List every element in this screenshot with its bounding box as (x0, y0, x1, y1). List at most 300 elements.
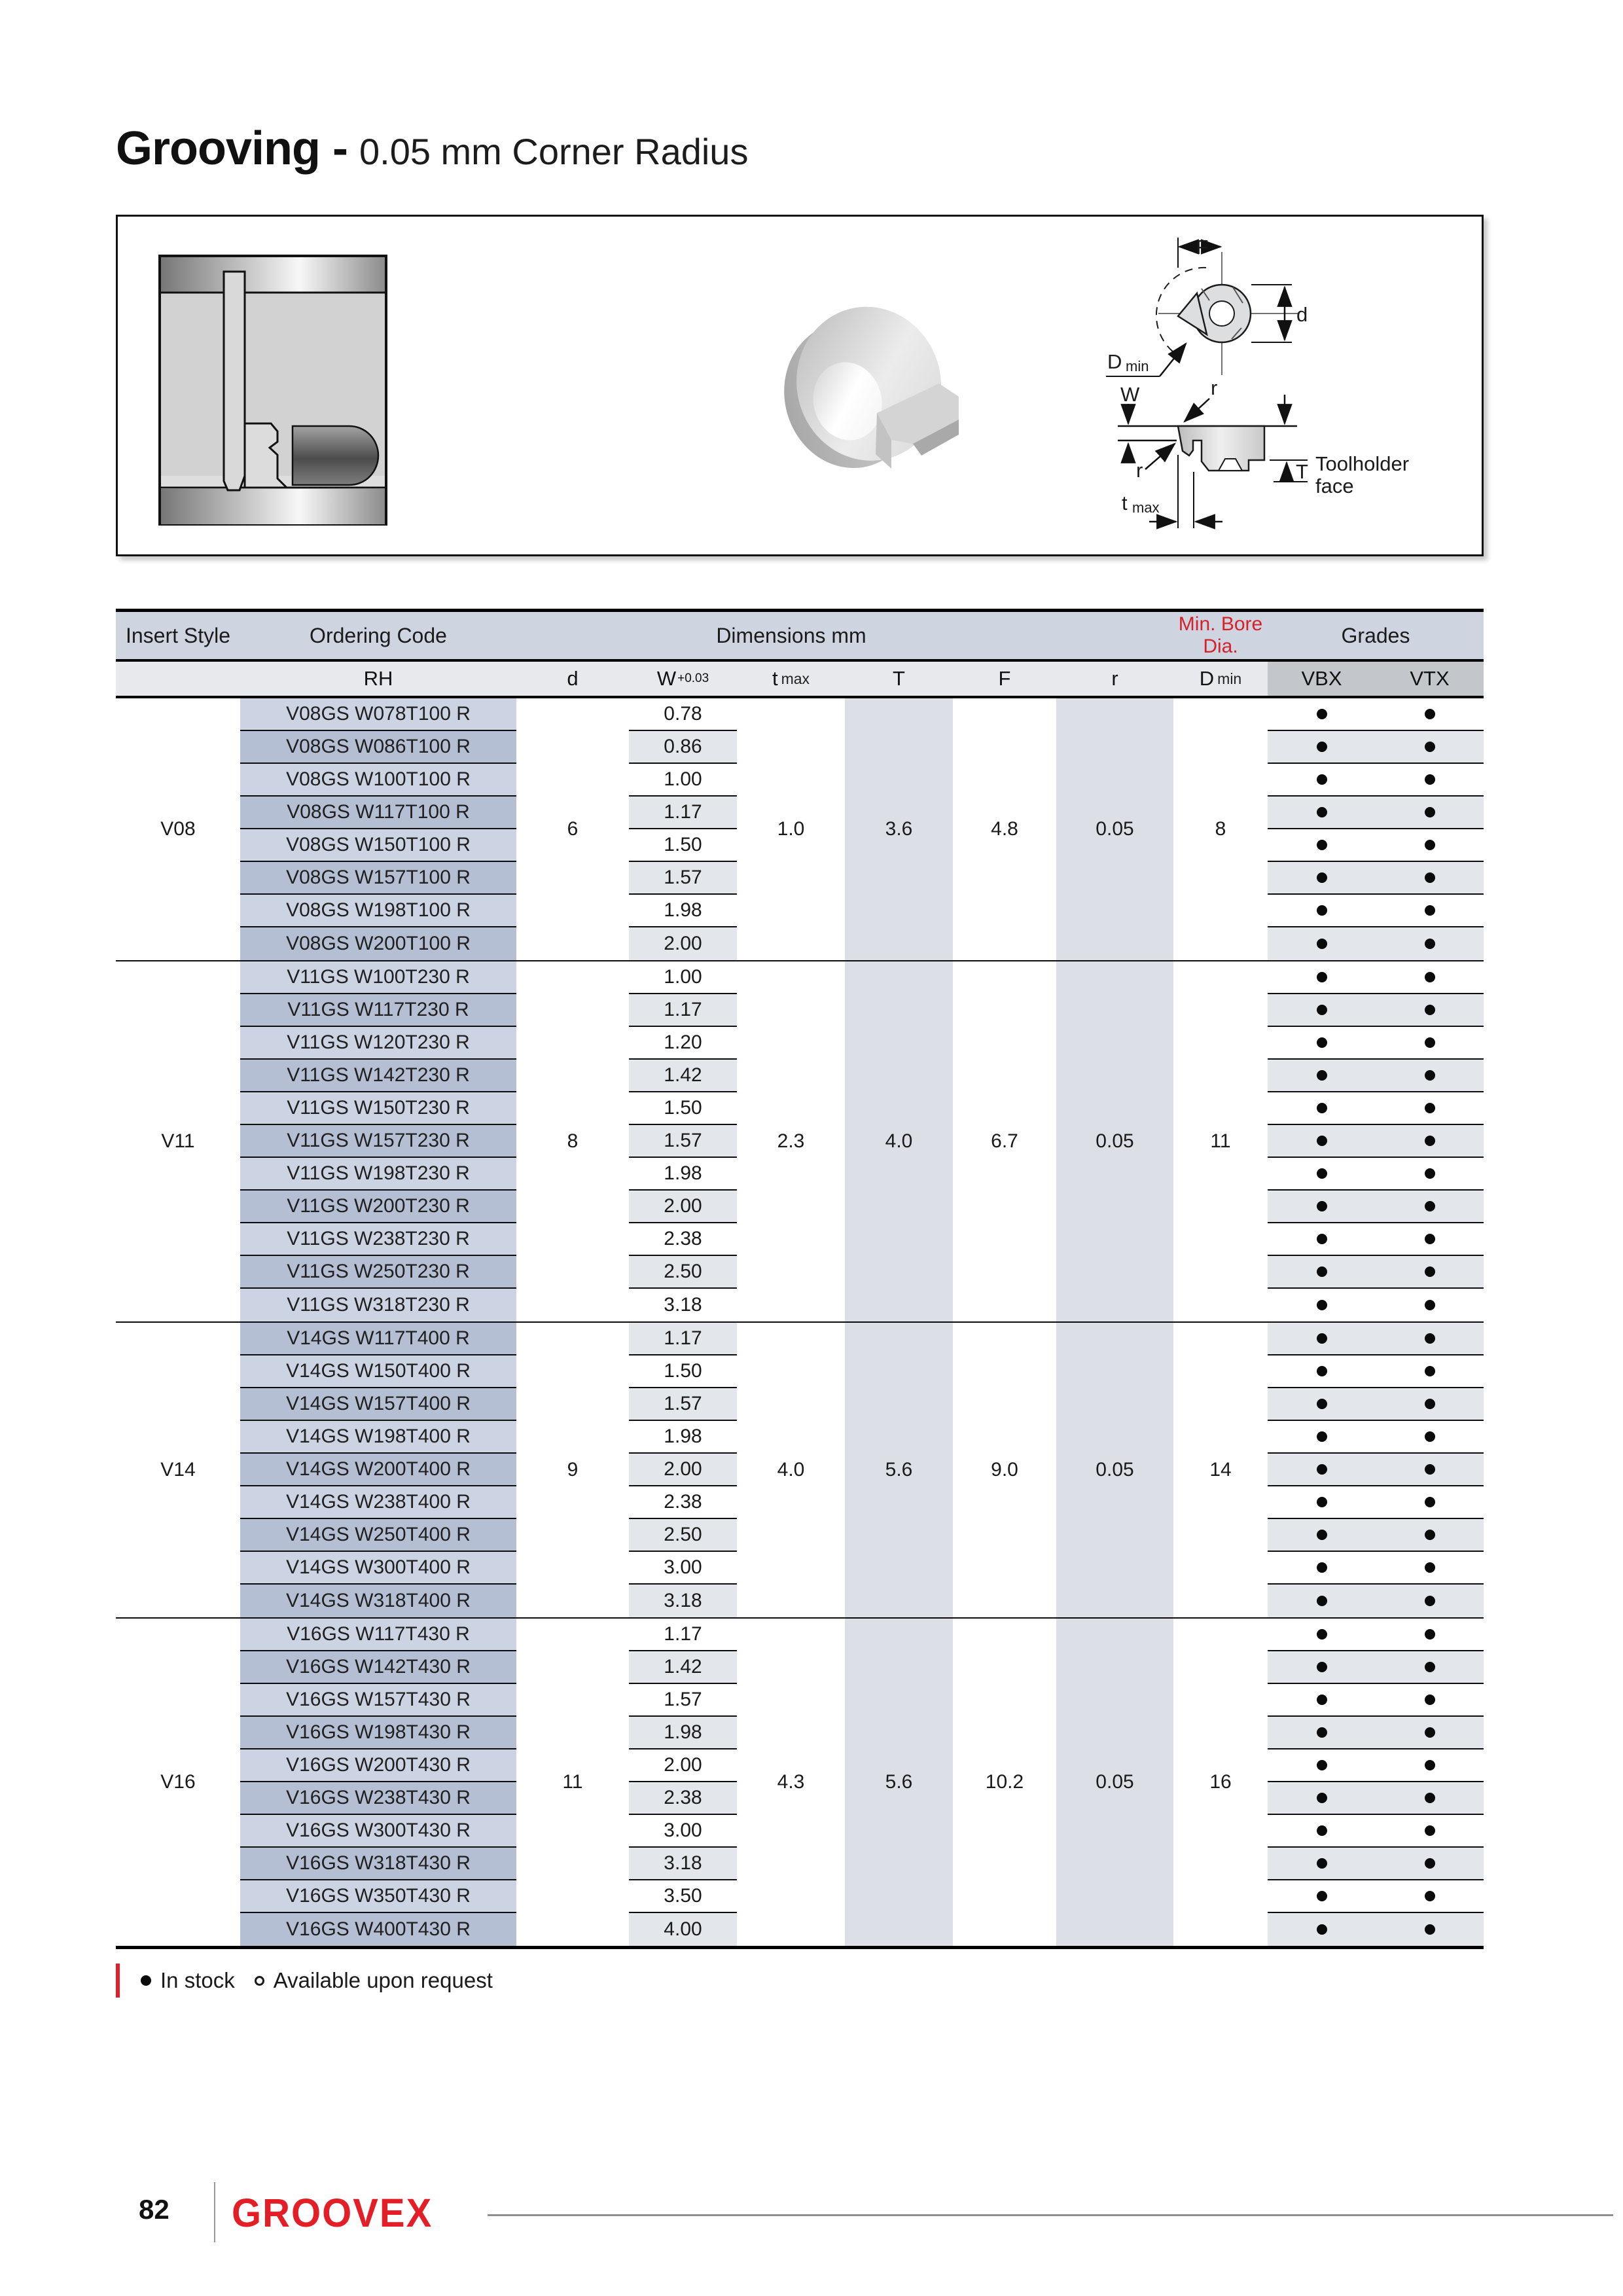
ordering-code-cell: V16GS W117T430 R (240, 1619, 516, 1651)
toolholder-label-line1: Toolholder (1315, 452, 1410, 475)
ordering-code-cell: V11GS W120T230 R (240, 1027, 516, 1060)
table-header-row1 (116, 612, 1484, 662)
grade-dot-icon (1425, 1234, 1435, 1244)
grade-dot-icon (1425, 1333, 1435, 1344)
grades-row (1268, 731, 1484, 764)
vbx-grade-cell (1268, 1486, 1376, 1518)
header-blank (116, 662, 240, 696)
dim-d-cell: 6 (567, 818, 579, 840)
vtx-grade-cell (1376, 731, 1484, 762)
grade-dot-icon (1425, 1431, 1435, 1442)
workpiece-top-band (161, 257, 385, 293)
w-value-cell: 1.98 (629, 1421, 737, 1454)
dim-tmax-cell: 4.0 (777, 1459, 805, 1480)
insert-3d-figure (772, 279, 969, 501)
dim-T-cell: 3.6 (845, 698, 953, 960)
vbx-grade-cell (1268, 1421, 1376, 1452)
header-min-bore-line2: Dia. (1203, 636, 1238, 657)
ordering-code-cell: V16GS W350T430 R (240, 1880, 516, 1913)
w-value-cell: 0.78 (629, 698, 737, 731)
w-value-cell: 2.50 (629, 1519, 737, 1552)
ordering-code-cell: V16GS W300T430 R (240, 1815, 516, 1848)
header-dmin-sub: min (1217, 670, 1242, 687)
dim-F-cell: 6.7 (991, 1130, 1018, 1152)
header-insert-style: Insert Style (125, 623, 231, 647)
grades-row (1268, 1519, 1484, 1552)
grades-row (1268, 1421, 1484, 1454)
ordering-code-cell: V08GS W117T100 R (240, 797, 516, 829)
grades-row (1268, 1651, 1484, 1684)
w-value-cell: 2.38 (629, 1223, 737, 1256)
w-value-cell: 1.57 (629, 862, 737, 895)
vtx-grade-cell (1376, 1552, 1484, 1583)
w-value-cell: 4.00 (629, 1913, 737, 1946)
grade-dot-icon (1425, 1366, 1435, 1376)
grade-dot-icon (1317, 1070, 1327, 1081)
ordering-code-cell: V11GS W100T230 R (240, 961, 516, 994)
ordering-code-cell: V16GS W142T430 R (240, 1651, 516, 1684)
grade-dot-icon (1425, 1760, 1435, 1770)
dim-tmax-cell: 1.0 (777, 818, 805, 840)
grades-row (1268, 1880, 1484, 1913)
vbx-grade-cell (1268, 1782, 1376, 1814)
vbx-grade-cell (1268, 1092, 1376, 1124)
grades-row (1268, 1092, 1484, 1125)
w-value-cell: 1.17 (629, 994, 737, 1027)
dim-F-cell: 10.2 (985, 1771, 1024, 1793)
ordering-code-cell: V14GS W150T400 R (240, 1355, 516, 1388)
grades-row (1268, 1323, 1484, 1355)
w-value-cell: 1.50 (629, 1355, 737, 1388)
vtx-grade-cell (1376, 1651, 1484, 1683)
grade-dot-icon (1317, 1201, 1327, 1211)
grade-dot-icon (1317, 1431, 1327, 1442)
ordering-code-cell: V11GS W150T230 R (240, 1092, 516, 1125)
ordering-code-cell: V16GS W238T430 R (240, 1782, 516, 1815)
vtx-grade-cell (1376, 1585, 1484, 1617)
grade-dot-icon (1425, 742, 1435, 752)
header-ordering-code: Ordering Code (310, 623, 447, 647)
grades-row (1268, 1027, 1484, 1060)
dim-dmin-cell: 14 (1209, 1459, 1232, 1480)
grades-row (1268, 1619, 1484, 1651)
vtx-grade-cell (1376, 994, 1484, 1026)
w-value-cell: 1.17 (629, 797, 737, 829)
grade-dot-icon (1425, 1300, 1435, 1310)
grades-row (1268, 961, 1484, 994)
grade-dot-icon (1425, 1695, 1435, 1705)
grooving-table (116, 609, 1484, 1949)
grades-row (1268, 994, 1484, 1027)
ordering-code-cell: V11GS W142T230 R (240, 1060, 516, 1092)
dim-d-cell: 9 (567, 1459, 579, 1480)
ordering-code-cell: V16GS W198T430 R (240, 1717, 516, 1749)
grade-dot-icon (1317, 1333, 1327, 1344)
vtx-grade-cell (1376, 961, 1484, 993)
dim-Dmin-label: D (1107, 350, 1122, 373)
grade-dot-icon (1317, 1168, 1327, 1179)
dim-W-label: W (1120, 383, 1140, 406)
vtx-grade-cell (1376, 1158, 1484, 1189)
w-value-cell: 1.50 (629, 1092, 737, 1125)
header-dimensions: Dimensions mm (716, 623, 866, 647)
grade-dot-icon (1317, 840, 1327, 850)
grade-dot-icon (1317, 774, 1327, 785)
w-value-cell: 3.18 (629, 1289, 737, 1321)
vbx-grade-cell (1268, 1717, 1376, 1748)
grades-row (1268, 1388, 1484, 1421)
page-number: 82 (139, 2194, 169, 2225)
insert-body (772, 291, 958, 482)
vtx-grade-cell (1376, 1388, 1484, 1420)
grades-row (1268, 698, 1484, 731)
w-value-cell: 1.57 (629, 1388, 737, 1421)
ordering-code-cell: V08GS W157T100 R (240, 862, 516, 895)
ordering-code-cell: V11GS W200T230 R (240, 1191, 516, 1223)
header-w-tolerance: +0.03 (677, 672, 709, 685)
grades-row (1268, 1486, 1484, 1519)
grade-dot-icon (1317, 1858, 1327, 1869)
insert-style-cell: V14 (160, 1459, 196, 1480)
vbx-grade-cell (1268, 1519, 1376, 1551)
vtx-grade-cell (1376, 829, 1484, 861)
header-T: T (893, 667, 905, 690)
vbx-grade-cell (1268, 1880, 1376, 1912)
dim-r1-label: r (1211, 376, 1218, 399)
grade-dot-icon (1317, 1136, 1327, 1146)
vtx-grade-cell (1376, 927, 1484, 960)
table-body (116, 698, 1484, 1949)
grade-dot-icon (1425, 1103, 1435, 1113)
ordering-code-cell: V16GS W318T430 R (240, 1848, 516, 1880)
ordering-code-cell: V14GS W300T400 R (240, 1552, 516, 1585)
vbx-grade-cell (1268, 961, 1376, 993)
grades-row (1268, 1913, 1484, 1946)
w-value-cell: 1.17 (629, 1619, 737, 1651)
w-value-cell: 2.00 (629, 1749, 737, 1782)
w-value-cell: 3.18 (629, 1848, 737, 1880)
vtx-grade-cell (1376, 1289, 1484, 1321)
vbx-grade-cell (1268, 797, 1376, 828)
header-r: r (1111, 667, 1118, 690)
w-value-cell: 2.00 (629, 1454, 737, 1486)
vbx-grade-cell (1268, 1684, 1376, 1715)
w-value-cell: 2.50 (629, 1256, 737, 1289)
vbx-grade-cell (1268, 1125, 1376, 1157)
header-d: d (567, 667, 579, 690)
vbx-grade-cell (1268, 1223, 1376, 1255)
table-group (116, 1619, 1484, 1946)
workpiece-bottom-band (161, 489, 385, 524)
vtx-grade-cell (1376, 1256, 1484, 1287)
grades-row (1268, 1223, 1484, 1256)
w-value-cell: 1.42 (629, 1651, 737, 1684)
table-header-row2 (116, 662, 1484, 698)
w-value-cell: 2.00 (629, 1191, 737, 1223)
grade-dot-icon (1425, 1858, 1435, 1869)
w-value-cell: 1.50 (629, 829, 737, 862)
ordering-code-cell: V08GS W078T100 R (240, 698, 516, 731)
page-title-main: Grooving - (116, 122, 348, 175)
vtx-grade-cell (1376, 1223, 1484, 1255)
w-value-cell: 1.42 (629, 1060, 737, 1092)
grade-dot-icon (1317, 1596, 1327, 1606)
ordering-code-cell: V11GS W198T230 R (240, 1158, 516, 1191)
grade-dot-icon (1425, 1399, 1435, 1409)
toolholder-label-line2: face (1315, 475, 1354, 497)
available-dot-icon (255, 1976, 264, 1986)
dim-T-cell: 4.0 (845, 961, 953, 1321)
dim-F-cell: 9.0 (991, 1459, 1018, 1480)
w-value-cell: 3.50 (629, 1880, 737, 1913)
grade-dot-icon (1317, 872, 1327, 883)
grade-dot-icon (1317, 1793, 1327, 1803)
vtx-grade-cell (1376, 1355, 1484, 1387)
grades-row (1268, 1158, 1484, 1191)
dim-r-cell: 0.05 (1056, 1323, 1173, 1617)
header-w-main: W (656, 667, 677, 690)
header-F: F (998, 667, 1011, 690)
vbx-grade-cell (1268, 1289, 1376, 1321)
w-value-cell: 3.18 (629, 1585, 737, 1617)
cross-section-figure (158, 255, 387, 527)
dim-d-cell: 8 (567, 1130, 579, 1152)
dim-d-label: d (1296, 303, 1308, 326)
w-value-cell: 1.98 (629, 1717, 737, 1749)
grade-dot-icon (1425, 1596, 1435, 1606)
vbx-grade-cell (1268, 698, 1376, 730)
dim-tmax-sub: max (1132, 499, 1160, 516)
w-value-cell: 1.20 (629, 1027, 737, 1060)
dim-tmax-cell: 4.3 (777, 1771, 805, 1793)
grade-dot-icon (1317, 1037, 1327, 1048)
vbx-grade-cell (1268, 1913, 1376, 1946)
vbx-grade-cell (1268, 862, 1376, 893)
grades-row (1268, 1684, 1484, 1717)
ordering-code-cell: V08GS W198T100 R (240, 895, 516, 927)
dim-tmax-label: t (1122, 492, 1128, 514)
vbx-grade-cell (1268, 1256, 1376, 1287)
grade-dot-icon (1317, 742, 1327, 752)
grades-row (1268, 927, 1484, 960)
vbx-grade-cell (1268, 1191, 1376, 1222)
w-value-cell: 2.38 (629, 1782, 737, 1815)
ordering-code-cell: V11GS W117T230 R (240, 994, 516, 1027)
vbx-grade-cell (1268, 1323, 1376, 1354)
grade-dot-icon (1425, 1562, 1435, 1573)
header-tmax-main: t (772, 667, 778, 690)
grade-dot-icon (1425, 1201, 1435, 1211)
grade-dot-icon (1425, 709, 1435, 719)
vtx-grade-cell (1376, 764, 1484, 795)
grade-dot-icon (1317, 709, 1327, 719)
grade-dot-icon (1425, 1497, 1435, 1507)
grade-dot-icon (1425, 840, 1435, 850)
grades-row (1268, 1717, 1484, 1749)
insert-style-cell: V16 (160, 1771, 196, 1793)
vtx-grade-cell (1376, 1454, 1484, 1485)
ordering-code-cell: V14GS W198T400 R (240, 1421, 516, 1454)
vtx-grade-cell (1376, 1191, 1484, 1222)
grade-dot-icon (1317, 1629, 1327, 1640)
grades-row (1268, 862, 1484, 895)
grade-dot-icon (1425, 1168, 1435, 1179)
grade-dot-icon (1317, 1695, 1327, 1705)
ordering-code-cell: V16GS W157T430 R (240, 1684, 516, 1717)
grade-dot-icon (1425, 1266, 1435, 1277)
grades-row (1268, 1125, 1484, 1158)
vtx-grade-cell (1376, 1060, 1484, 1091)
ordering-code-cell: V11GS W318T230 R (240, 1289, 516, 1321)
dim-dmin-cell: 8 (1215, 818, 1226, 840)
grade-dot-icon (1317, 1891, 1327, 1901)
vbx-grade-cell (1268, 1585, 1376, 1617)
insert-style-cell: V11 (161, 1130, 195, 1152)
header-min-bore-line1: Min. Bore (1178, 613, 1263, 636)
w-value-cell: 1.00 (629, 961, 737, 994)
grade-dot-icon (1317, 1825, 1327, 1836)
header-rh: RH (363, 667, 393, 690)
w-value-cell: 3.00 (629, 1815, 737, 1848)
vtx-grade-cell (1376, 1815, 1484, 1846)
ordering-code-cell: V14GS W250T400 R (240, 1519, 516, 1552)
grade-dot-icon (1317, 1562, 1327, 1573)
grade-dot-icon (1317, 939, 1327, 949)
w-value-cell: 1.57 (629, 1684, 737, 1717)
grade-dot-icon (1317, 1005, 1327, 1015)
grade-dot-icon (1425, 939, 1435, 949)
grade-dot-icon (1425, 1825, 1435, 1836)
ordering-code-cell: V11GS W157T230 R (240, 1125, 516, 1158)
vbx-grade-cell (1268, 994, 1376, 1026)
dim-T-cell: 5.6 (845, 1619, 953, 1946)
vtx-grade-cell (1376, 1027, 1484, 1058)
vbx-grade-cell (1268, 1388, 1376, 1420)
grade-dot-icon (1317, 1366, 1327, 1376)
grade-dot-icon (1425, 1070, 1435, 1081)
grades-row (1268, 895, 1484, 927)
dim-r2-label: r (1136, 459, 1143, 482)
vbx-grade-cell (1268, 764, 1376, 795)
ordering-code-cell: V08GS W150T100 R (240, 829, 516, 862)
vtx-grade-cell (1376, 1717, 1484, 1748)
dim-r-cell: 0.05 (1056, 1619, 1173, 1946)
grade-dot-icon (1317, 972, 1327, 982)
vtx-grade-cell (1376, 1519, 1484, 1551)
vtx-grade-cell (1376, 1684, 1484, 1715)
dim-r-cell: 0.05 (1056, 698, 1173, 960)
dim-Dmin-sub: min (1126, 358, 1149, 374)
vbx-grade-cell (1268, 1060, 1376, 1091)
grades-row (1268, 1848, 1484, 1880)
page-title (116, 122, 748, 175)
vtx-grade-cell (1376, 1323, 1484, 1354)
grade-dot-icon (1425, 1136, 1435, 1146)
dim-F-label: F (1196, 236, 1209, 259)
ordering-code-cell: V14GS W157T400 R (240, 1388, 516, 1421)
grades-row (1268, 1552, 1484, 1585)
ordering-code-cell: V14GS W238T400 R (240, 1486, 516, 1519)
dimension-drawing (1080, 230, 1472, 544)
header-dmin-main: D (1199, 667, 1215, 690)
grade-dot-icon (1425, 1005, 1435, 1015)
grade-dot-icon (1425, 1037, 1435, 1048)
vbx-grade-cell (1268, 829, 1376, 861)
vtx-grade-cell (1376, 1092, 1484, 1124)
grades-row (1268, 1749, 1484, 1782)
w-value-cell: 3.00 (629, 1552, 737, 1585)
vbx-grade-cell (1268, 1158, 1376, 1189)
ordering-code-cell: V14GS W117T400 R (240, 1323, 516, 1355)
grade-dot-icon (1317, 1234, 1327, 1244)
grade-dot-icon (1317, 1924, 1327, 1935)
in-stock-dot-icon (141, 1975, 151, 1986)
grade-dot-icon (1317, 1399, 1327, 1409)
vbx-grade-cell (1268, 1749, 1376, 1781)
dim-r-cell: 0.05 (1056, 961, 1173, 1321)
vbx-grade-cell (1268, 1027, 1376, 1058)
vtx-grade-cell (1376, 1749, 1484, 1781)
in-stock-label: In stock (160, 1968, 235, 1992)
grade-dot-icon (1425, 1793, 1435, 1803)
table-group (116, 1323, 1484, 1619)
dim-dmin-cell: 16 (1209, 1771, 1232, 1793)
header-dmin (1173, 662, 1268, 696)
ordering-code-cell: V16GS W200T430 R (240, 1749, 516, 1782)
tool-blade (224, 272, 245, 490)
grades-row (1268, 1060, 1484, 1092)
grades-row (1268, 1289, 1484, 1321)
grade-dot-icon (1425, 1530, 1435, 1540)
ordering-code-cell: V11GS W250T230 R (240, 1256, 516, 1289)
stock-legend (116, 1964, 493, 1998)
grade-dot-icon (1425, 774, 1435, 785)
page-title-sub: 0.05 mm Corner Radius (359, 131, 749, 172)
grade-dot-icon (1425, 1464, 1435, 1475)
grade-dot-icon (1317, 807, 1327, 817)
vbx-grade-cell (1268, 1651, 1376, 1683)
ordering-code-cell: V08GS W100T100 R (240, 764, 516, 797)
vtx-grade-cell (1376, 1848, 1484, 1879)
header-grades: Grades (1341, 623, 1410, 647)
vbx-grade-cell (1268, 927, 1376, 960)
vbx-grade-cell (1268, 1355, 1376, 1387)
brand-logo: GROOVEX (232, 2191, 433, 2236)
ordering-code-cell: V08GS W200T100 R (240, 927, 516, 960)
w-value-cell: 0.86 (629, 731, 737, 764)
available-label: Available upon request (273, 1968, 493, 1992)
grade-dot-icon (1425, 1662, 1435, 1672)
insert-top-hole (1209, 301, 1234, 326)
dim-F-cell: 4.8 (991, 818, 1018, 840)
vbx-grade-cell (1268, 1619, 1376, 1650)
vbx-grade-cell (1268, 1552, 1376, 1583)
w-value-cell: 2.38 (629, 1486, 737, 1519)
grades-row (1268, 1355, 1484, 1388)
vbx-grade-cell (1268, 1848, 1376, 1879)
grade-dot-icon (1317, 1662, 1327, 1672)
grade-dot-icon (1317, 1464, 1327, 1475)
table-group (116, 698, 1484, 961)
dim-tmax-cell: 2.3 (777, 1130, 805, 1152)
footer-divider (214, 2182, 215, 2242)
grade-dot-icon (1317, 1727, 1327, 1738)
vtx-grade-cell (1376, 698, 1484, 730)
header-tmax (737, 662, 845, 696)
ordering-code-cell: V14GS W318T400 R (240, 1585, 516, 1617)
grade-dot-icon (1425, 905, 1435, 916)
w-value-cell: 1.00 (629, 764, 737, 797)
